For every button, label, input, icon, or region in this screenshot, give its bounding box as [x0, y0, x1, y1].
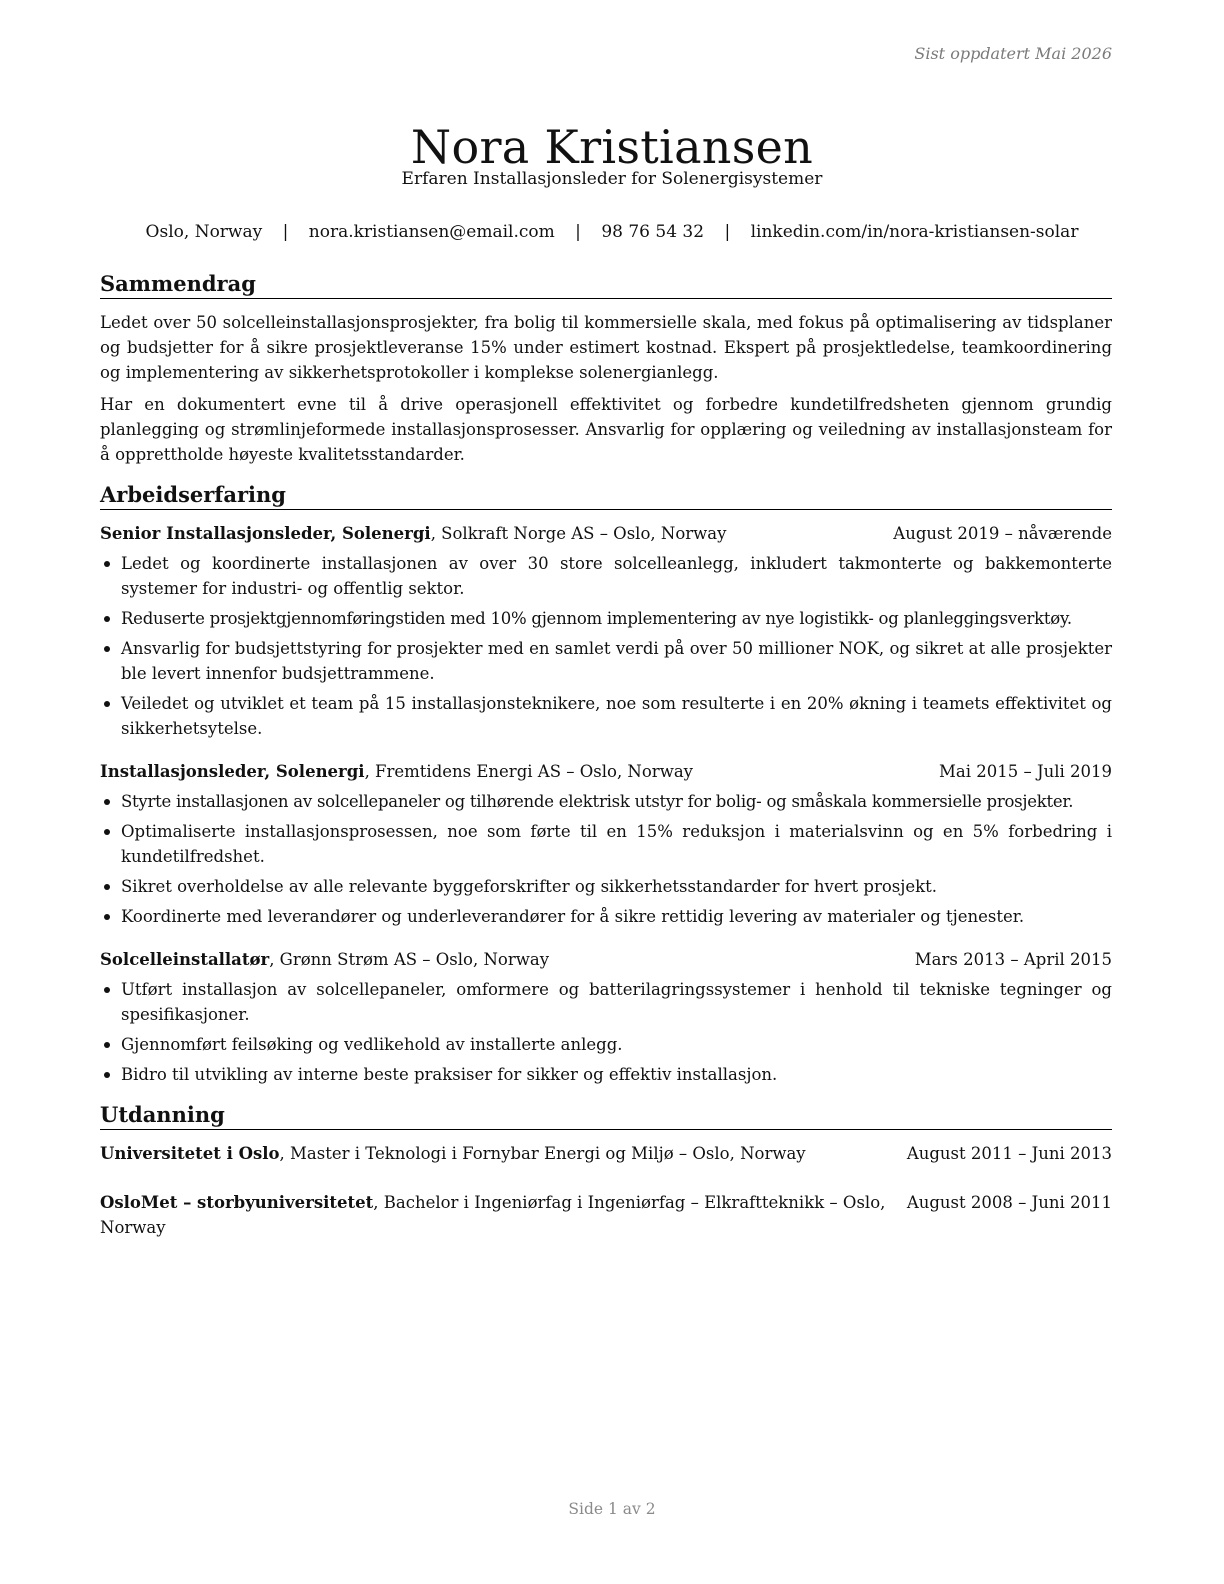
candidate-name: Nora Kristiansen [410, 119, 814, 174]
bullet-item [100, 636, 1112, 686]
job-dates: Mars 2013 – April 2015 [914, 950, 1112, 969]
job-title: Solcelleinstallatør [100, 950, 270, 969]
resume-body [100, 270, 1112, 1240]
education-degree: , Master i Teknologi i Fornybar Energi og Miljø – Oslo, Norway [279, 1144, 806, 1163]
job-company: , Grønn Strøm AS – Oslo, Norway [269, 950, 550, 969]
job-role-line [100, 947, 549, 972]
bullet-dot-icon [104, 1072, 110, 1078]
contact-separator: | [575, 222, 581, 242]
bullet-item [100, 606, 1112, 631]
job-company: , Fremtidens Energi AS – Oslo, Norway [364, 762, 693, 781]
bullet-text: Koordinerte med leverandører og underleverandører for å sikre rettidig levering av materialer og tjenester. [121, 907, 1025, 926]
education-degree: , Bachelor i Ingeniørfag i Ingeniørfag – Elkraftteknikk – Oslo, Norway [100, 1193, 886, 1237]
bullet-text: Ansvarlig for budsjettstyring for prosjekter med en samlet verdi på over 50 millioner NOK, og sikret at alle prosjekter ble levert innenfor budsjettrammene. [121, 639, 1112, 683]
job-dates: August 2019 – nåværende [893, 524, 1112, 543]
job-header [100, 521, 1112, 546]
bullet-item [100, 819, 1112, 869]
education-institution-line [100, 1141, 806, 1166]
bullet-text: Ledet og koordinerte installasjonen av over 30 store solcelleanlegg, inkludert takmonterte og bakkemonterte systemer for industri- og offentlig sektor. [121, 554, 1112, 598]
job-header [100, 947, 1112, 972]
section-title-education: Utdanning [100, 1101, 1112, 1130]
job-entry [100, 759, 1112, 929]
education-school: Universitetet i Oslo [100, 1144, 280, 1163]
contact-separator: | [282, 222, 289, 242]
bullet-item [100, 1062, 1112, 1087]
job-title: Installasjonsleder, Solenergi [100, 762, 365, 781]
contact-line [0, 219, 1224, 245]
summary-paragraph: Har en dokumentert evne til å drive operasjonell effektivitet og forbedre kundetilfredsheten gjennom grundig planlegging og strømlinjeformede installasjonsprosesser. Ansvarlig for opplæring og veiledning av installasjonsteam for å opprettholde høyeste kvalitetsstandarder. [100, 395, 1112, 464]
job-title: Senior Installasjonsleder, Solenergi [100, 524, 431, 543]
contact-linkedin[interactable]: linkedin.com/in/nora-kristiansen-solar [750, 222, 1079, 242]
job-company: , Solkraft Norge AS – Oslo, Norway [430, 524, 727, 543]
bullet-text: Utført installasjon av solcellepaneler, omformere og batterilagringssystemer i henhold til tekniske tegninger og spesifikasjoner. [121, 980, 1112, 1024]
bullet-item [100, 789, 1112, 814]
job-role-line [100, 521, 726, 546]
job-bullets [100, 977, 1112, 1087]
section-title-summary: Sammendrag [100, 270, 1112, 299]
job-entry [100, 947, 1112, 1087]
job-role-line [100, 759, 693, 784]
last-updated-note: Sist oppdatert Mai 2026 [914, 44, 1112, 63]
bullet-dot-icon [104, 616, 110, 622]
education-dates: August 2008 – Juni 2011 [906, 1193, 1112, 1212]
contact-location: Oslo, Norway [145, 222, 263, 242]
education-school: OsloMet – storbyuniversitetet [100, 1193, 374, 1212]
bullet-item [100, 904, 1112, 929]
candidate-headline: Erfaren Installasjonsleder for Solenergisystemer [401, 169, 823, 189]
job-entry [100, 521, 1112, 741]
bullet-text: Bidro til utvikling av interne beste praksiser for sikker og effektiv installasjon. [121, 1065, 778, 1084]
education-entry [100, 1141, 1112, 1166]
bullet-text: Optimaliserte installasjonsprosessen, noe som førte til en 15% reduksjon i materialsvinn og en 5% forbedring i kundetilfredshet. [121, 822, 1112, 866]
bullet-dot-icon [104, 1042, 110, 1048]
bullet-dot-icon [104, 987, 110, 993]
job-bullets [100, 551, 1112, 741]
contact-separator: | [724, 222, 731, 242]
bullet-dot-icon [104, 884, 110, 890]
education-entry [100, 1190, 1112, 1240]
job-header [100, 759, 1112, 784]
job-dates: Mai 2015 – Juli 2019 [938, 762, 1112, 781]
bullet-dot-icon [104, 701, 110, 707]
bullet-text: Sikret overholdelse av alle relevante byggeforskrifter og sikkerhetsstandarder for hvert prosjekt. [121, 877, 938, 896]
bullet-item [100, 691, 1112, 741]
summary-paragraph: Ledet over 50 solcelleinstallasjonsprosjekter, fra bolig til kommersielle skala, med fokus på optimalisering av tidsplaner og budsjetter for å sikre prosjektleveranse 15% under estimert kostnad. Ekspert på prosjektledelse, teamkoordinering og implementering av sikkerhetsprotokoller i komplekse solenergianlegg. [100, 313, 1112, 382]
bullet-item [100, 551, 1112, 601]
page-number: Side 1 av 2 [568, 1500, 656, 1518]
bullet-item [100, 1032, 1112, 1057]
bullet-text: Veiledet og utviklet et team på 15 installasjonsteknikere, noe som resulterte i en 20% økning i teamets effektivitet og sikkerhetsytelse. [121, 694, 1112, 738]
bullet-dot-icon [104, 646, 110, 652]
bullet-text: Styrte installasjonen av solcellepaneler og tilhørende elektrisk utstyr for bolig- og småskala kommersielle prosjekter. [121, 792, 1074, 811]
bullet-dot-icon [104, 914, 110, 920]
bullet-item [100, 977, 1112, 1027]
bullet-dot-icon [104, 561, 110, 567]
bullet-text: Gjennomført feilsøking og vedlikehold av installerte anlegg. [121, 1035, 623, 1054]
education-institution-line [100, 1190, 890, 1240]
bullet-dot-icon [104, 829, 110, 835]
bullet-dot-icon [104, 799, 110, 805]
contact-email[interactable]: nora.kristiansen@email.com [308, 222, 555, 242]
bullet-text: Reduserte prosjektgjennomføringstiden med 10% gjennom implementering av nye logistikk- og planleggingsverktøy. [121, 609, 1072, 628]
bullet-item [100, 874, 1112, 899]
contact-phone: 98 76 54 32 [601, 222, 705, 242]
job-bullets [100, 789, 1112, 929]
section-title-experience: Arbeidserfaring [100, 481, 1112, 510]
education-dates: August 2011 – Juni 2013 [906, 1144, 1112, 1163]
